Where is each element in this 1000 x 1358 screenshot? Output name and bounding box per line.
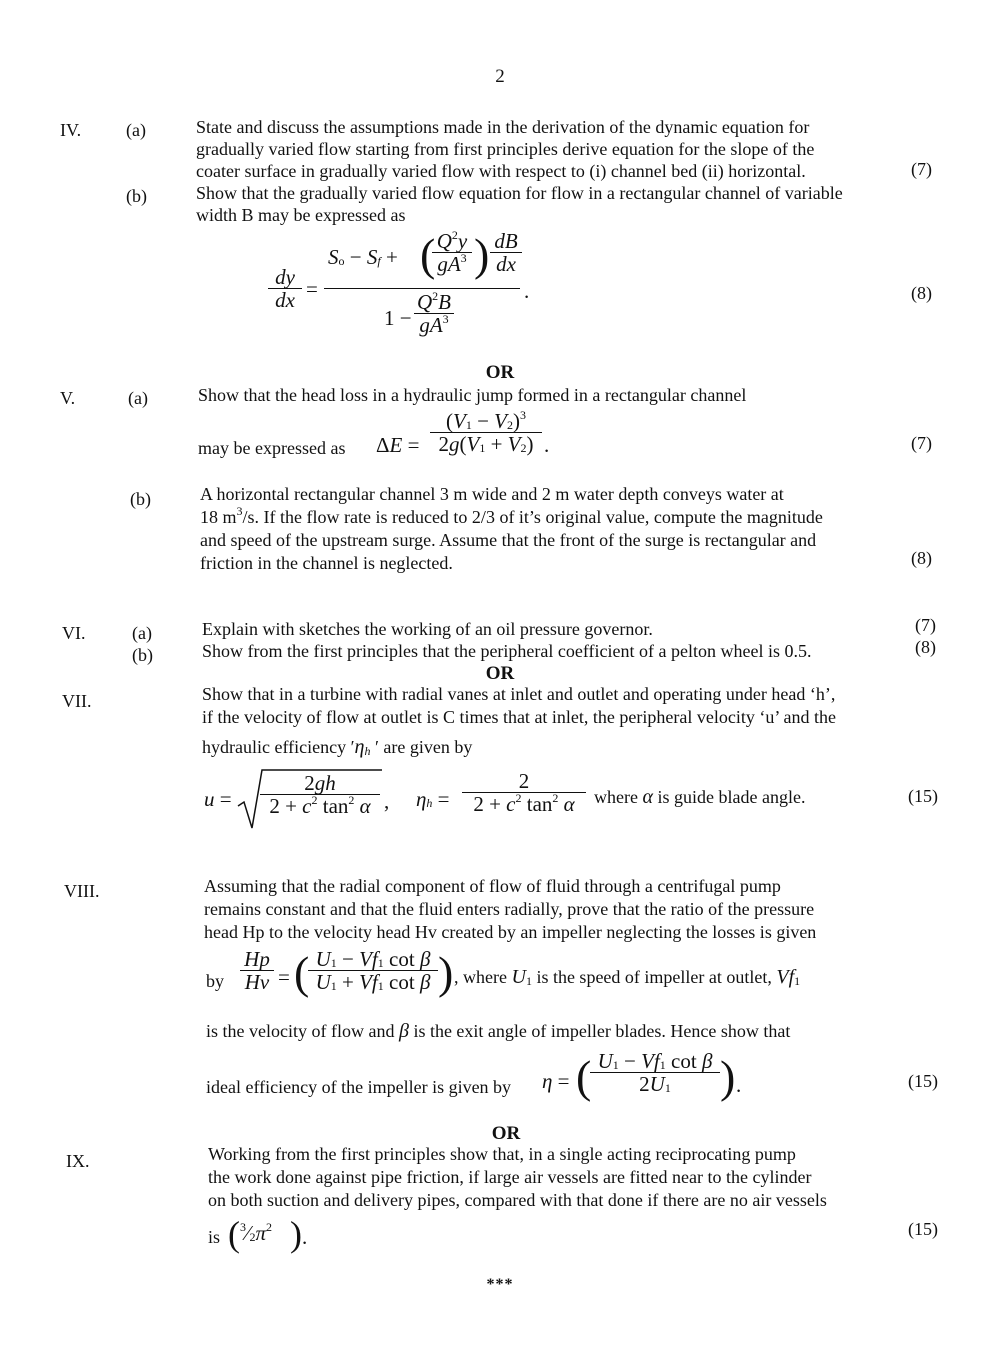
question-vii-where: where α is guide blade angle. (594, 786, 806, 808)
equation-ideal-efficiency: η = ( $U_1 - Vf_1$ cot β $2U_1$ ) . (542, 1049, 742, 1102)
question-vi-b-line1: Show from the first principles that the peripheral coefficient of a pelton wheel is 0.5. (202, 641, 812, 661)
question-iv-b-line1: Show that the gradually varied flow equation for flow in a rectangular channel of variable (196, 183, 843, 203)
equation-gvf-variable-width: dy dx = $S_o - S_f$ + ( $Q^2y$ $gA^3$ ) dB dx 1 − $Q^2B$ $gA^3$ . (268, 228, 548, 358)
question-viii-line5-post: is the exit angle of impeller blades. Hence show that (413, 1021, 791, 1041)
question-viii-line2: remains constant and that the fluid enters radially, prove that the ratio of the pressure (204, 899, 815, 919)
marks-ix: (15) (908, 1219, 938, 1239)
question-number-vi: VI. (62, 623, 86, 643)
question-ix-line2: the work done against pipe friction, if large air vessels are fitted near to the cylinder (208, 1167, 812, 1187)
question-number-viii: VIII. (64, 881, 100, 901)
question-viii-line3: head Hp to the velocity head Hv created by an impeller neglecting the losses is given (204, 922, 817, 942)
flow-rate-value: 18 m (200, 507, 237, 527)
question-ix-line3: on both suction and delivery pipes, compared with that done if there are no air vessels (208, 1190, 827, 1210)
or-separator-1: OR (485, 362, 515, 383)
equation-head-ratio: Hp Hv = ( $U_1 - Vf_1$ cot β $U_1 + Vf_1$ cot β ) (236, 946, 466, 1012)
question-vii-line1: Show that in a turbine with radial vanes at inlet and outlet and operating under head ‘h’, (202, 684, 836, 704)
question-ix-line1: Working from the first principles show that, in a single acting reciprocating pump (208, 1144, 796, 1164)
flow-rate-exponent: 3 (236, 504, 243, 518)
question-vii-line3: hydraulic efficiency $'\eta_h$ ′ are given by (202, 736, 473, 758)
or-separator-2: OR (485, 663, 515, 684)
question-viii-line6: ideal efficiency of the impeller is given by (206, 1077, 512, 1097)
question-v-b-line2-rest: /s. If the flow rate is reduced to 2/3 of it’s original value, compute the magnitude (242, 507, 823, 527)
question-ix-line4: is (208, 1227, 221, 1247)
question-number-v: V. (60, 388, 76, 408)
marks-iv-a: (7) (911, 159, 932, 179)
question-viii-where: , where $U_1$ is the speed of impeller at outlet, $Vf_1$ (454, 966, 801, 988)
part-label-vi-b: (b) (132, 645, 153, 665)
question-number-ix: IX. (66, 1151, 90, 1171)
part-label-iv-a: (a) (126, 120, 146, 140)
question-viii-by: by (206, 971, 224, 991)
part-label-iv-b: (b) (126, 186, 147, 206)
question-viii-line1: Assuming that the radial component of flow of fluid through a centrifugal pump (204, 876, 781, 896)
question-v-a-line1: Show that the head loss in a hydraulic jump formed in a rectangular channel (198, 385, 747, 405)
marks-vi-b: (8) (915, 637, 936, 657)
question-v-b-line4: friction in the channel is neglected. (200, 553, 453, 573)
part-label-vi-a: (a) (132, 623, 152, 643)
question-vii-line3-pre: hydraulic efficiency (202, 737, 347, 757)
question-vii-line2: if the velocity of flow at outlet is C times that at inlet, the peripheral velocity ‘u’ and the (202, 707, 836, 727)
part-label-v-a: (a) (128, 388, 148, 408)
where-description-viii: is the speed of impeller at outlet, (536, 967, 772, 987)
question-iv-a-line1: State and discuss the assumptions made in the derivation of the dynamic equation for (196, 117, 810, 137)
question-v-b-line2 (200, 506, 900, 528)
equation-work-ratio: ( $^3⁄_2\pi^2$ ) . (228, 1214, 308, 1254)
question-iv-a-line3: coater surface in gradually varied flow with respect to (i) channel bed (ii) horizontal. (196, 161, 806, 181)
where-description: is guide blade angle. (657, 787, 806, 807)
question-viii-line5-pre: is the velocity of flow and (206, 1021, 395, 1041)
question-number-iv: IV. (60, 120, 82, 140)
question-vi-a-line1: Explain with sketches the working of an oil pressure governor. (202, 619, 653, 639)
marks-vii: (15) (908, 786, 938, 806)
question-number-vii: VII. (62, 691, 92, 711)
marks-v-a: (7) (911, 433, 932, 453)
or-separator-3: OR (491, 1123, 521, 1144)
question-vii-line3-post: are given by (383, 737, 473, 757)
marks-viii: (15) (908, 1071, 938, 1091)
question-v-b-line1: A horizontal rectangular channel 3 m wide and 2 m water depth conveys water at (200, 484, 784, 504)
question-viii-line5: is the velocity of flow and β is the exit angle of impeller blades. Hence show that (206, 1020, 791, 1042)
page-number: 2 (495, 66, 505, 87)
end-mark: *** (486, 1276, 514, 1293)
where-label: where (594, 787, 638, 807)
question-v-a-line2: may be expressed as (198, 438, 346, 458)
equation-head-loss-hydraulic-jump: ΔE = $(V_1 - V_2)^3$ $2g(V_1 + V_2)$ . (376, 408, 550, 457)
question-iv-b-line2: width B may be expressed as (196, 205, 406, 225)
question-v-b-line3: and speed of the upstream surge. Assume that the front of the surge is rectangular and (200, 530, 817, 550)
marks-vi-a: (7) (915, 615, 936, 635)
where-label-viii: , where (454, 967, 507, 987)
equation-peripheral-velocity: u = 2gh $2 + c^2$ $\tan^2 \alpha$ , $\eta_h$ = 2 $2 + c^2$ $\tan^2 \alpha$ (204, 766, 594, 836)
marks-iv-b: (8) (911, 283, 932, 303)
marks-v-b: (8) (911, 548, 932, 568)
question-iv-a-line2: gradually varied flow starting from first principles derive equation for the slope of the (196, 139, 815, 159)
part-label-v-b: (b) (130, 489, 151, 509)
